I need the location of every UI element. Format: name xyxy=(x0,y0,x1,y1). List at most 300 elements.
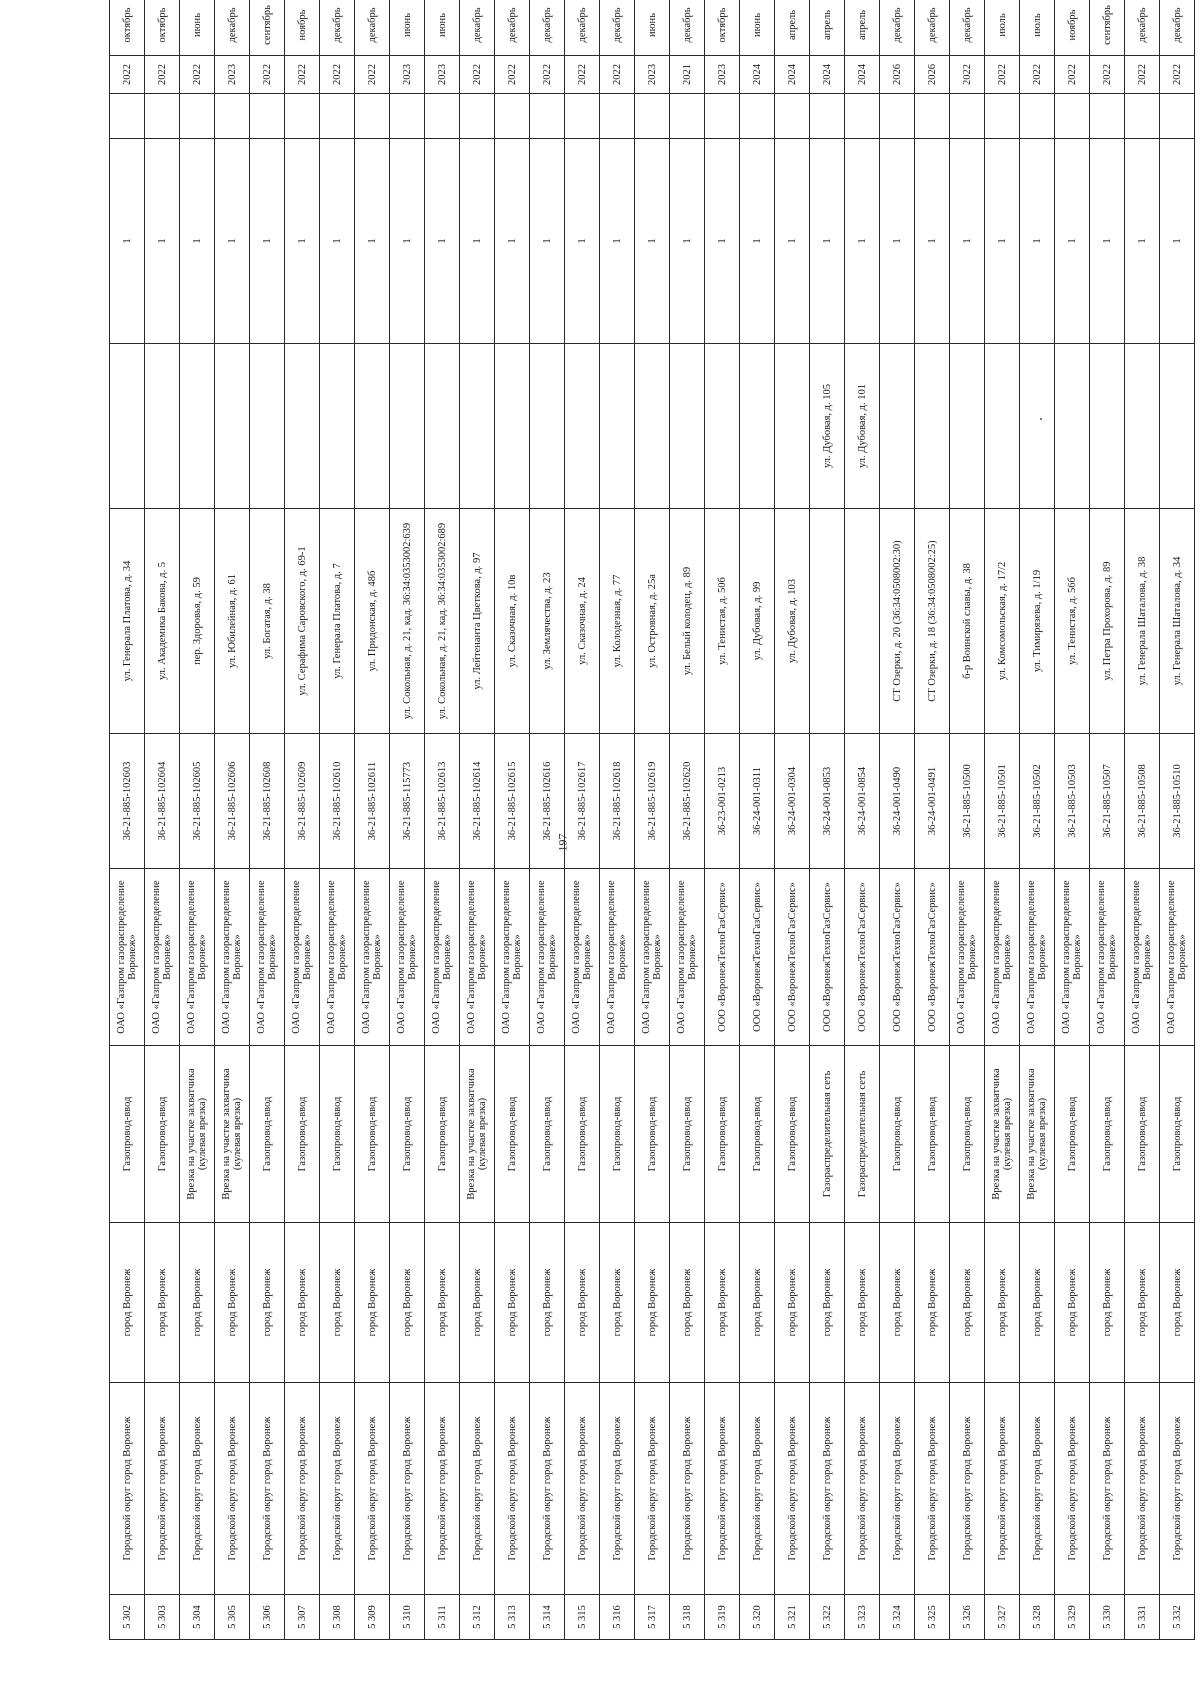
year-cell: 2022 xyxy=(250,56,285,94)
municipality-cell: Городской округ город Воронеж xyxy=(775,1383,810,1595)
address-cell: ул. Дубовая, д. 99 xyxy=(740,509,775,734)
quantity-cell: 1 xyxy=(845,139,880,344)
table-row xyxy=(215,0,250,1640)
quantity-cell: 1 xyxy=(565,139,600,344)
municipality-cell: Городской округ город Воронеж xyxy=(635,1383,670,1595)
address-cell: ул. Дубовая, д. 103 xyxy=(775,509,810,734)
address-extra-cell xyxy=(1055,344,1090,509)
row-number: 5 323 xyxy=(845,1595,880,1640)
address-cell: СТ Озерки, д. 18 (36:34:0508002:25) xyxy=(915,509,950,734)
address-extra-cell xyxy=(1090,344,1125,509)
municipality-cell: Городской округ город Воронеж xyxy=(705,1383,740,1595)
object-type-cell: Газораспределительная сеть xyxy=(810,1046,845,1223)
year-cell: 2022 xyxy=(145,56,180,94)
address-cell: ул. Комсомольская, д. 17/2 xyxy=(985,509,1020,734)
organization-cell: ОАО «Газпром газораспределение Воронеж» xyxy=(320,869,355,1046)
empty-cell xyxy=(250,94,285,139)
row-number: 5 324 xyxy=(880,1595,915,1640)
organization-cell: ООО «ВоронежТехноГазСервис» xyxy=(810,869,845,1046)
year-cell: 2023 xyxy=(390,56,425,94)
registry-code-cell: 36-24-001-0304 xyxy=(775,734,810,869)
address-cell: ул. Серафима Саровского, д. 69-1 xyxy=(285,509,320,734)
address-cell: пер. Здоровья, д. 59 xyxy=(180,509,215,734)
empty-cell xyxy=(635,94,670,139)
object-type-cell: Газопровод-ввод xyxy=(145,1046,180,1223)
empty-cell xyxy=(110,94,145,139)
registry-code-cell: 36-21-885-10507 xyxy=(1090,734,1125,869)
address-extra-cell xyxy=(775,344,810,509)
year-cell: 2022 xyxy=(985,56,1020,94)
table-row xyxy=(1125,0,1160,1640)
municipality-cell: Городской округ город Воронеж xyxy=(110,1383,145,1595)
municipality-cell: Городской округ город Воронеж xyxy=(670,1383,705,1595)
registry-code-cell: 36-24-001-0854 xyxy=(845,734,880,869)
empty-cell xyxy=(810,94,845,139)
month-cell: декабрь xyxy=(495,0,530,56)
table-row xyxy=(1020,0,1055,1640)
address-cell: ул. Придонская, д. 48б xyxy=(355,509,390,734)
locality-cell: город Воронеж xyxy=(180,1223,215,1383)
registry-code-cell: 36-24-001-0490 xyxy=(880,734,915,869)
organization-cell: ООО «ВоронежТехноГазСервис» xyxy=(845,869,880,1046)
year-cell: 2024 xyxy=(810,56,845,94)
address-cell: ул. Лейтенанта Цветкова, д. 97 xyxy=(460,509,495,734)
empty-cell xyxy=(600,94,635,139)
address-extra-cell xyxy=(740,344,775,509)
table-row xyxy=(110,0,145,1640)
quantity-cell: 1 xyxy=(285,139,320,344)
object-type-cell: Газопровод-ввод xyxy=(670,1046,705,1223)
registry-code-cell: 36-21-885-102620 xyxy=(670,734,705,869)
object-type-cell: Газопровод-ввод xyxy=(880,1046,915,1223)
municipality-cell: Городской округ город Воронеж xyxy=(145,1383,180,1595)
municipality-cell: Городской округ город Воронеж xyxy=(1090,1383,1125,1595)
address-extra-cell xyxy=(1160,344,1195,509)
address-extra-cell xyxy=(880,344,915,509)
address-cell: ул. Островная, д. 25а xyxy=(635,509,670,734)
row-number: 5 318 xyxy=(670,1595,705,1640)
empty-cell xyxy=(495,94,530,139)
locality-cell: город Воронеж xyxy=(775,1223,810,1383)
empty-cell xyxy=(425,94,460,139)
year-cell: 2022 xyxy=(180,56,215,94)
table-row xyxy=(810,0,845,1640)
month-cell: декабрь xyxy=(565,0,600,56)
year-cell: 2026 xyxy=(880,56,915,94)
locality-cell: город Воронеж xyxy=(950,1223,985,1383)
row-number: 5 307 xyxy=(285,1595,320,1640)
locality-cell: город Воронеж xyxy=(1090,1223,1125,1383)
empty-cell xyxy=(1160,94,1195,139)
row-number: 5 326 xyxy=(950,1595,985,1640)
address-extra-cell xyxy=(950,344,985,509)
quantity-cell: 1 xyxy=(530,139,565,344)
table-row xyxy=(250,0,285,1640)
month-cell: июнь xyxy=(635,0,670,56)
registry-code-cell: 36-21-885-102609 xyxy=(285,734,320,869)
row-number: 5 332 xyxy=(1160,1595,1195,1640)
quantity-cell: 1 xyxy=(985,139,1020,344)
address-cell: ул. Сокольная, д. 21, кад. 36:34:0353002:689 xyxy=(425,509,460,734)
table-row xyxy=(880,0,915,1640)
organization-cell: ОАО «Газпром газораспределение Воронеж» xyxy=(250,869,285,1046)
registry-code-cell: 36-21-885-102619 xyxy=(635,734,670,869)
address-cell: ул. Колодезная, д. 77 xyxy=(600,509,635,734)
address-extra-cell: ул. Дубовая, д. 105 xyxy=(810,344,845,509)
month-cell: декабрь xyxy=(670,0,705,56)
year-cell: 2022 xyxy=(320,56,355,94)
month-cell: декабрь xyxy=(355,0,390,56)
row-number: 5 322 xyxy=(810,1595,845,1640)
organization-cell: ООО «ВоронежТехноГазСервис» xyxy=(880,869,915,1046)
row-number: 5 316 xyxy=(600,1595,635,1640)
row-number: 5 327 xyxy=(985,1595,1020,1640)
table-row xyxy=(145,0,180,1640)
organization-cell: ОАО «Газпром газораспределение Воронеж» xyxy=(565,869,600,1046)
municipality-cell: Городской округ город Воронеж xyxy=(215,1383,250,1595)
quantity-cell: 1 xyxy=(1160,139,1195,344)
address-cell: ул. Землячества, д. 23 xyxy=(530,509,565,734)
registry-code-cell: 36-21-885-102603 xyxy=(110,734,145,869)
table-row xyxy=(180,0,215,1640)
organization-cell: ОАО «Газпром газораспределение Воронеж» xyxy=(1055,869,1090,1046)
object-type-cell: Газопровод-ввод xyxy=(1160,1046,1195,1223)
locality-cell: город Воронеж xyxy=(1055,1223,1090,1383)
organization-cell: ООО «ВоронежТехноГазСервис» xyxy=(705,869,740,1046)
registry-code-cell: 36-21-885-102610 xyxy=(320,734,355,869)
year-cell: 2022 xyxy=(285,56,320,94)
locality-cell: город Воронеж xyxy=(320,1223,355,1383)
table-row xyxy=(460,0,495,1640)
organization-cell: ОАО «Газпром газораспределение Воронеж» xyxy=(670,869,705,1046)
table-row xyxy=(355,0,390,1640)
object-type-cell: Газопровод-ввод xyxy=(390,1046,425,1223)
table-row xyxy=(740,0,775,1640)
organization-cell: ООО «ВоронежТехноГазСервис» xyxy=(915,869,950,1046)
object-type-cell: Газопровод-ввод xyxy=(950,1046,985,1223)
registry-code-cell: 36-21-885-102604 xyxy=(145,734,180,869)
locality-cell: город Воронеж xyxy=(810,1223,845,1383)
object-type-cell: Врезка на участке захватчика (кулевая врезка) xyxy=(1020,1046,1055,1223)
row-number: 5 314 xyxy=(530,1595,565,1640)
month-cell: октябрь xyxy=(705,0,740,56)
row-number: 5 308 xyxy=(320,1595,355,1640)
month-cell: июль xyxy=(985,0,1020,56)
empty-cell xyxy=(775,94,810,139)
registry-code-cell: 36-21-885-115773 xyxy=(390,734,425,869)
organization-cell: ОАО «Газпром газораспределение Воронеж» xyxy=(1020,869,1055,1046)
registry-code-cell: 36-21-885-10502 xyxy=(1020,734,1055,869)
locality-cell: город Воронеж xyxy=(880,1223,915,1383)
address-extra-cell xyxy=(565,344,600,509)
object-type-cell: Газопровод-ввод xyxy=(775,1046,810,1223)
quantity-cell: 1 xyxy=(250,139,285,344)
address-extra-cell xyxy=(425,344,460,509)
object-type-cell: Газораспределительная сеть xyxy=(845,1046,880,1223)
table-row xyxy=(635,0,670,1640)
row-number: 5 306 xyxy=(250,1595,285,1640)
quantity-cell: 1 xyxy=(1090,139,1125,344)
month-cell: октябрь xyxy=(145,0,180,56)
gas-objects-table xyxy=(109,0,1195,1640)
registry-code-cell: 36-21-885-102617 xyxy=(565,734,600,869)
month-cell: июнь xyxy=(180,0,215,56)
quantity-cell: 1 xyxy=(145,139,180,344)
municipality-cell: Городской округ город Воронеж xyxy=(530,1383,565,1595)
empty-cell xyxy=(1090,94,1125,139)
municipality-cell: Городской округ город Воронеж xyxy=(285,1383,320,1595)
year-cell: 2022 xyxy=(460,56,495,94)
month-cell: апрель xyxy=(775,0,810,56)
month-cell: декабрь xyxy=(1160,0,1195,56)
municipality-cell: Городской округ город Воронеж xyxy=(425,1383,460,1595)
municipality-cell: Городской округ город Воронеж xyxy=(915,1383,950,1595)
municipality-cell: Городской округ город Воронеж xyxy=(1020,1383,1055,1595)
year-cell: 2022 xyxy=(1055,56,1090,94)
locality-cell: город Воронеж xyxy=(565,1223,600,1383)
municipality-cell: Городской округ город Воронеж xyxy=(250,1383,285,1595)
organization-cell: ОАО «Газпром газораспределение Воронеж» xyxy=(460,869,495,1046)
empty-cell xyxy=(565,94,600,139)
registry-code-cell: 36-24-001-0853 xyxy=(810,734,845,869)
registry-code-cell: 36-21-885-10501 xyxy=(985,734,1020,869)
municipality-cell: Городской округ город Воронеж xyxy=(845,1383,880,1595)
organization-cell: ОАО «Газпром газораспределение Воронеж» xyxy=(495,869,530,1046)
locality-cell: город Воронеж xyxy=(740,1223,775,1383)
locality-cell: город Воронеж xyxy=(1020,1223,1055,1383)
row-number: 5 310 xyxy=(390,1595,425,1640)
registry-code-cell: 36-21-885-10510 xyxy=(1160,734,1195,869)
locality-cell: город Воронеж xyxy=(845,1223,880,1383)
municipality-cell: Городской округ город Воронеж xyxy=(495,1383,530,1595)
empty-cell xyxy=(950,94,985,139)
object-type-cell: Газопровод-ввод xyxy=(355,1046,390,1223)
address-extra-cell xyxy=(670,344,705,509)
month-cell: декабрь xyxy=(915,0,950,56)
year-cell: 2026 xyxy=(915,56,950,94)
registry-code-cell: 36-23-001-0213 xyxy=(705,734,740,869)
locality-cell: город Воронеж xyxy=(495,1223,530,1383)
object-type-cell: Газопровод-ввод xyxy=(1055,1046,1090,1223)
locality-cell: город Воронеж xyxy=(670,1223,705,1383)
municipality-cell: Городской округ город Воронеж xyxy=(320,1383,355,1595)
empty-cell xyxy=(215,94,250,139)
row-number: 5 311 xyxy=(425,1595,460,1640)
year-cell: 2024 xyxy=(845,56,880,94)
month-cell: апрель xyxy=(810,0,845,56)
municipality-cell: Городской округ город Воронеж xyxy=(740,1383,775,1595)
year-cell: 2022 xyxy=(355,56,390,94)
row-number: 5 325 xyxy=(915,1595,950,1640)
table-row xyxy=(1055,0,1090,1640)
month-cell: июль xyxy=(1020,0,1055,56)
organization-cell: ООО «ВоронежТехноГазСервис» xyxy=(740,869,775,1046)
municipality-cell: Городской округ город Воронеж xyxy=(565,1383,600,1595)
address-extra-cell xyxy=(1125,344,1160,509)
table-row xyxy=(530,0,565,1640)
municipality-cell: Городской округ город Воронеж xyxy=(950,1383,985,1595)
municipality-cell: Городской округ город Воронеж xyxy=(180,1383,215,1595)
empty-cell xyxy=(1020,94,1055,139)
object-type-cell: Газопровод-ввод xyxy=(635,1046,670,1223)
empty-cell xyxy=(530,94,565,139)
table-row xyxy=(1160,0,1195,1640)
address-extra-cell xyxy=(705,344,740,509)
registry-code-cell: 36-21-885-102605 xyxy=(180,734,215,869)
address-extra-cell xyxy=(600,344,635,509)
empty-cell xyxy=(285,94,320,139)
locality-cell: город Воронеж xyxy=(425,1223,460,1383)
municipality-cell: Городской округ город Воронеж xyxy=(460,1383,495,1595)
quantity-cell: 1 xyxy=(460,139,495,344)
object-type-cell: Врезка на участке захватчика (кулевая врезка) xyxy=(215,1046,250,1223)
year-cell: 2023 xyxy=(705,56,740,94)
organization-cell: ОАО «Газпром газораспределение Воронеж» xyxy=(635,869,670,1046)
empty-cell xyxy=(390,94,425,139)
year-cell: 2022 xyxy=(950,56,985,94)
locality-cell: город Воронеж xyxy=(705,1223,740,1383)
object-type-cell: Газопровод-ввод xyxy=(320,1046,355,1223)
locality-cell: город Воронеж xyxy=(215,1223,250,1383)
address-extra-cell xyxy=(985,344,1020,509)
quantity-cell: 1 xyxy=(635,139,670,344)
address-cell: ул. Сказочная, д. 10в xyxy=(495,509,530,734)
object-type-cell: Газопровод-ввод xyxy=(110,1046,145,1223)
object-type-cell: Газопровод-ввод xyxy=(915,1046,950,1223)
address-cell: СТ Озерки, д. 20 (36:34:0508002:30) xyxy=(880,509,915,734)
year-cell: 2022 xyxy=(110,56,145,94)
registry-code-cell: 36-21-885-102618 xyxy=(600,734,635,869)
empty-cell xyxy=(845,94,880,139)
table-row xyxy=(390,0,425,1640)
address-cell: ул. Генерала Шаталова, д. 34 xyxy=(1160,509,1195,734)
municipality-cell: Городской округ город Воронеж xyxy=(600,1383,635,1595)
quantity-cell: 1 xyxy=(740,139,775,344)
locality-cell: город Воронеж xyxy=(1125,1223,1160,1383)
row-number: 5 329 xyxy=(1055,1595,1090,1640)
year-cell: 2022 xyxy=(1020,56,1055,94)
registry-code-cell: 36-21-885-10503 xyxy=(1055,734,1090,869)
municipality-cell: Городской округ город Воронеж xyxy=(985,1383,1020,1595)
organization-cell: ОАО «Газпром газораспределение Воронеж» xyxy=(355,869,390,1046)
object-type-cell: Газопровод-ввод xyxy=(250,1046,285,1223)
year-cell: 2023 xyxy=(215,56,250,94)
address-cell: б-р Воинской славы, д. 38 xyxy=(950,509,985,734)
empty-cell xyxy=(355,94,390,139)
address-extra-cell xyxy=(285,344,320,509)
locality-cell: город Воронеж xyxy=(355,1223,390,1383)
address-cell: ул. Генерала Платова, д. 34 xyxy=(110,509,145,734)
empty-cell xyxy=(320,94,355,139)
month-cell: октябрь xyxy=(110,0,145,56)
quantity-cell: 1 xyxy=(215,139,250,344)
address-extra-cell xyxy=(215,344,250,509)
organization-cell: ОАО «Газпром газораспределение Воронеж» xyxy=(180,869,215,1046)
table-row xyxy=(600,0,635,1640)
address-extra-cell xyxy=(915,344,950,509)
month-cell: сентябрь xyxy=(250,0,285,56)
month-cell: декабрь xyxy=(1125,0,1160,56)
quantity-cell: 1 xyxy=(1020,139,1055,344)
organization-cell: ОАО «Газпром газораспределение Воронеж» xyxy=(215,869,250,1046)
table-body xyxy=(110,0,1195,1640)
month-cell: декабрь xyxy=(600,0,635,56)
rotated-table-container xyxy=(109,5,1188,1640)
quantity-cell: 1 xyxy=(670,139,705,344)
row-number: 5 328 xyxy=(1020,1595,1055,1640)
quantity-cell: 1 xyxy=(600,139,635,344)
address-cell xyxy=(810,509,845,734)
municipality-cell: Городской округ город Воронеж xyxy=(355,1383,390,1595)
municipality-cell: Городской округ город Воронеж xyxy=(1125,1383,1160,1595)
object-type-cell: Газопровод-ввод xyxy=(530,1046,565,1223)
quantity-cell: 1 xyxy=(495,139,530,344)
row-number: 5 319 xyxy=(705,1595,740,1640)
object-type-cell: Газопровод-ввод xyxy=(425,1046,460,1223)
month-cell: ноябрь xyxy=(1055,0,1090,56)
quantity-cell: 1 xyxy=(775,139,810,344)
table-row xyxy=(705,0,740,1640)
row-number: 5 305 xyxy=(215,1595,250,1640)
address-cell: ул. Петра Прохорова, д. 89 xyxy=(1090,509,1125,734)
quantity-cell: 1 xyxy=(180,139,215,344)
table-row xyxy=(950,0,985,1640)
empty-cell xyxy=(915,94,950,139)
year-cell: 2022 xyxy=(1160,56,1195,94)
month-cell: декабрь xyxy=(320,0,355,56)
empty-cell xyxy=(740,94,775,139)
address-extra-cell xyxy=(145,344,180,509)
quantity-cell: 1 xyxy=(355,139,390,344)
registry-code-cell: 36-21-885-102613 xyxy=(425,734,460,869)
locality-cell: город Воронеж xyxy=(145,1223,180,1383)
quantity-cell: 1 xyxy=(110,139,145,344)
municipality-cell: Городской округ город Воронеж xyxy=(1160,1383,1195,1595)
locality-cell: город Воронеж xyxy=(110,1223,145,1383)
row-number: 5 303 xyxy=(145,1595,180,1640)
table-row xyxy=(670,0,705,1640)
address-extra-cell xyxy=(390,344,425,509)
organization-cell: ОАО «Газпром газораспределение Воронеж» xyxy=(145,869,180,1046)
address-cell xyxy=(845,509,880,734)
organization-cell: ОАО «Газпром газораспределение Воронеж» xyxy=(1090,869,1125,1046)
object-type-cell: Врезка на участке захватчика (кулевая врезка) xyxy=(180,1046,215,1223)
address-cell: ул. Богатая, д. 38 xyxy=(250,509,285,734)
address-extra-cell xyxy=(320,344,355,509)
row-number: 5 317 xyxy=(635,1595,670,1640)
empty-cell xyxy=(880,94,915,139)
row-number: 5 312 xyxy=(460,1595,495,1640)
locality-cell: город Воронеж xyxy=(635,1223,670,1383)
row-number: 5 309 xyxy=(355,1595,390,1640)
organization-cell: ОАО «Газпром газораспределение Воронеж» xyxy=(110,869,145,1046)
locality-cell: город Воронеж xyxy=(390,1223,425,1383)
year-cell: 2022 xyxy=(495,56,530,94)
row-number: 5 302 xyxy=(110,1595,145,1640)
month-cell: декабрь xyxy=(215,0,250,56)
table-row xyxy=(320,0,355,1640)
table-row xyxy=(425,0,460,1640)
locality-cell: город Воронеж xyxy=(915,1223,950,1383)
address-cell: ул. Генерала Шаталова, д. 38 xyxy=(1125,509,1160,734)
month-cell: июнь xyxy=(390,0,425,56)
empty-cell xyxy=(705,94,740,139)
table-row xyxy=(1090,0,1125,1640)
address-extra-cell xyxy=(530,344,565,509)
address-extra-cell xyxy=(250,344,285,509)
row-number: 5 330 xyxy=(1090,1595,1125,1640)
address-extra-cell: ул. Дубовая, д. 101 xyxy=(845,344,880,509)
